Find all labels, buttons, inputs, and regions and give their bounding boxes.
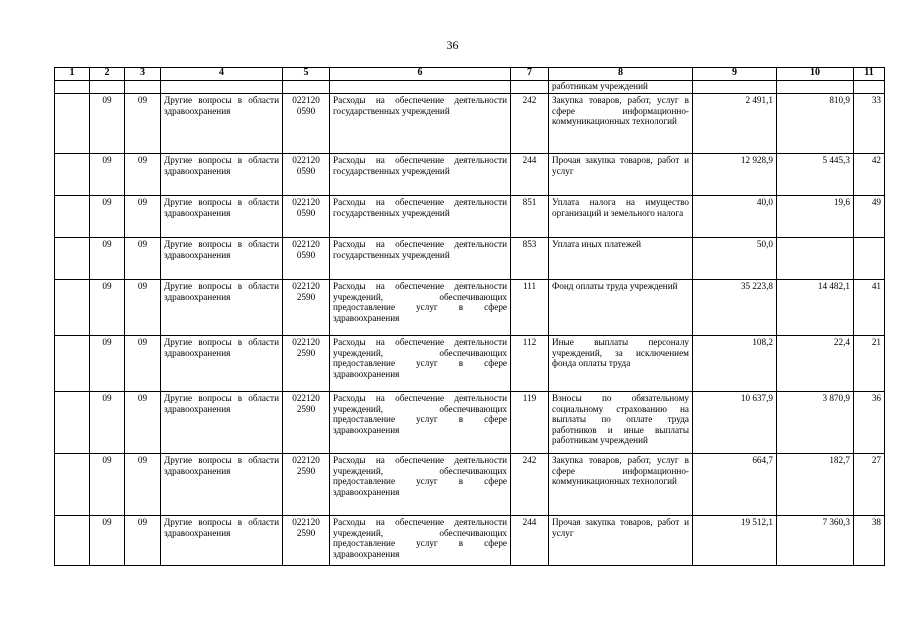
table-row [55,516,885,566]
target-article-part: 2590 [296,292,316,302]
percent-cell: 42 [854,154,885,196]
table-row [55,280,885,336]
column-header: 1 [55,68,90,81]
percent-cell: 41 [854,280,885,336]
percent-cell: 27 [854,454,885,516]
subsection-code-cell: 09 [125,196,161,238]
target-article-part: 022120 [292,393,320,403]
expense-type-cell: Иные выплаты персоналу учреждений, за исключением фонда оплаты труда [549,336,693,392]
subsection-name-cell: Другие вопросы в области здравоохранения [161,154,283,196]
actual-amount-cell: 7 360,3 [777,516,854,566]
percent-cell [854,238,885,280]
column-header: 10 [777,68,854,81]
actual-amount-cell: 22,4 [777,336,854,392]
column-header: 11 [854,68,885,81]
target-article-part: 022120 [292,455,320,465]
plan-amount-cell: 40,0 [693,196,777,238]
table-body [55,81,885,566]
subsection-code-cell: 09 [125,336,161,392]
subsection-name-cell: Другие вопросы в области здравоохранения [161,454,283,516]
row-number-cell [55,196,90,238]
target-article-cell [283,196,330,238]
actual-amount-cell: 14 482,1 [777,280,854,336]
percent-cell: 36 [854,392,885,454]
section-code-cell: 09 [90,196,125,238]
section-code-cell: 09 [90,154,125,196]
column-header: 8 [549,68,693,81]
target-article-cell [283,516,330,566]
header-row [55,68,885,81]
expense-type-cell: Закупка товаров, работ, услуг в сфере информационно-коммуникационных технологий [549,94,693,154]
expense-type-cell: Уплата иных платежей [549,238,693,280]
expense-type-cell: Взносы по обязательному социальному страхованию на выплаты по оплате труда работников и иные выплаты работникам учреждений [549,392,693,454]
expense-code-cell: 242 [511,94,549,154]
subsection-name-cell: Другие вопросы в области здравоохранения [161,94,283,154]
target-article-part: 0590 [296,208,316,218]
row-number-cell [55,94,90,154]
expense-code-cell: 244 [511,154,549,196]
table-row [55,392,885,454]
target-article-part: 2590 [296,528,316,538]
continuation-row [55,81,885,94]
section-code-cell: 09 [90,94,125,154]
subsection-code-cell: 09 [125,238,161,280]
plan-amount-cell: 19 512,1 [693,516,777,566]
subsection-name-cell: Другие вопросы в области здравоохранения [161,238,283,280]
budget-table [54,67,885,566]
expense-code-cell: 244 [511,516,549,566]
percent-cell: 33 [854,94,885,154]
target-article-cell [283,280,330,336]
target-article-part: 022120 [292,155,320,165]
plan-amount-cell: 35 223,8 [693,280,777,336]
column-header: 3 [125,68,161,81]
table-row [55,94,885,154]
percent-cell: 38 [854,516,885,566]
section-code-cell: 09 [90,516,125,566]
expense-code-cell: 112 [511,336,549,392]
target-article-part: 2590 [296,348,316,358]
section-code-cell: 09 [90,238,125,280]
target-article-part: 022120 [292,517,320,527]
target-article-name-cell: Расходы на обеспечение деятельности государственных учреждений [330,196,511,238]
column-header: 7 [511,68,549,81]
row-number-cell [55,392,90,454]
target-article-cell [283,336,330,392]
target-article-part: 022120 [292,197,320,207]
plan-amount-cell: 664,7 [693,454,777,516]
table-row [55,238,885,280]
expense-code-cell: 853 [511,238,549,280]
section-code-cell: 09 [90,280,125,336]
target-article-name-cell: Расходы на обеспечение деятельности государственных учреждений [330,154,511,196]
target-article-cell [283,454,330,516]
expense-type-cell: работникам учреждений [549,81,693,94]
row-number-cell [55,516,90,566]
row-number-cell [55,454,90,516]
section-code-cell: 09 [90,336,125,392]
subsection-name-cell: Другие вопросы в области здравоохранения [161,196,283,238]
table-row [55,454,885,516]
table-row [55,154,885,196]
subsection-name-cell: Другие вопросы в области здравоохранения [161,516,283,566]
target-article-part: 0590 [296,250,316,260]
actual-amount-cell: 182,7 [777,454,854,516]
target-article-name-cell: Расходы на обеспечение деятельности государственных учреждений [330,94,511,154]
expense-code-cell: 111 [511,280,549,336]
expense-code-cell: 242 [511,454,549,516]
subsection-code-cell: 09 [125,280,161,336]
target-article-name-cell: Расходы на обеспечение деятельности учреждений, обеспечивающих предоставление услуг в сфере здравоохранения [330,392,511,454]
target-article-name-cell: Расходы на обеспечение деятельности учреждений, обеспечивающих предоставление услуг в сфере здравоохранения [330,516,511,566]
target-article-part: 022120 [292,337,320,347]
column-header: 4 [161,68,283,81]
subsection-name-cell: Другие вопросы в области здравоохранения [161,392,283,454]
actual-amount-cell: 810,9 [777,94,854,154]
target-article-name-cell: Расходы на обеспечение деятельности учреждений, обеспечивающих предоставление услуг в сфере здравоохранения [330,280,511,336]
target-article-part: 022120 [292,281,320,291]
actual-amount-cell [777,238,854,280]
expense-code-cell: 851 [511,196,549,238]
expense-type-cell: Уплата налога на имущество организаций и земельного налога [549,196,693,238]
target-article-part: 0590 [296,106,316,116]
expense-type-cell: Закупка товаров, работ, услуг в сфере информационно-коммуникационных технологий [549,454,693,516]
expense-type-cell: Прочая закупка товаров, работ и услуг [549,154,693,196]
column-header: 5 [283,68,330,81]
section-code-cell: 09 [90,392,125,454]
target-article-cell [283,392,330,454]
target-article-name-cell: Расходы на обеспечение деятельности государственных учреждений [330,238,511,280]
percent-cell: 49 [854,196,885,238]
section-code-cell: 09 [90,454,125,516]
target-article-part: 0590 [296,166,316,176]
column-header: 6 [330,68,511,81]
target-article-part: 2590 [296,466,316,476]
subsection-code-cell: 09 [125,454,161,516]
row-number-cell [55,154,90,196]
subsection-code-cell: 09 [125,154,161,196]
target-article-part: 022120 [292,95,320,105]
target-article-cell [283,154,330,196]
column-header: 9 [693,68,777,81]
table-header [55,68,885,81]
subsection-name-cell: Другие вопросы в области здравоохранения [161,336,283,392]
subsection-code-cell: 09 [125,392,161,454]
plan-amount-cell: 2 491,1 [693,94,777,154]
page-number: 36 [446,38,459,52]
actual-amount-cell: 19,6 [777,196,854,238]
expense-type-cell: Фонд оплаты труда учреждений [549,280,693,336]
subsection-code-cell: 09 [125,516,161,566]
target-article-part: 2590 [296,404,316,414]
table-row [55,196,885,238]
table-row [55,336,885,392]
plan-amount-cell: 50,0 [693,238,777,280]
row-number-cell [55,238,90,280]
actual-amount-cell: 3 870,9 [777,392,854,454]
row-number-cell [55,336,90,392]
row-number-cell [55,280,90,336]
percent-cell: 21 [854,336,885,392]
target-article-cell [283,238,330,280]
target-article-part: 022120 [292,239,320,249]
subsection-code-cell: 09 [125,94,161,154]
subsection-name-cell: Другие вопросы в области здравоохранения [161,280,283,336]
target-article-name-cell: Расходы на обеспечение деятельности учреждений, обеспечивающих предоставление услуг в сфере здравоохранения [330,336,511,392]
plan-amount-cell: 10 637,9 [693,392,777,454]
target-article-name-cell: Расходы на обеспечение деятельности учреждений, обеспечивающих предоставление услуг в сфере здравоохранения [330,454,511,516]
actual-amount-cell: 5 445,3 [777,154,854,196]
plan-amount-cell: 12 928,9 [693,154,777,196]
target-article-cell [283,94,330,154]
plan-amount-cell: 108,2 [693,336,777,392]
expense-type-cell: Прочая закупка товаров, работ и услуг [549,516,693,566]
column-header: 2 [90,68,125,81]
expense-code-cell: 119 [511,392,549,454]
